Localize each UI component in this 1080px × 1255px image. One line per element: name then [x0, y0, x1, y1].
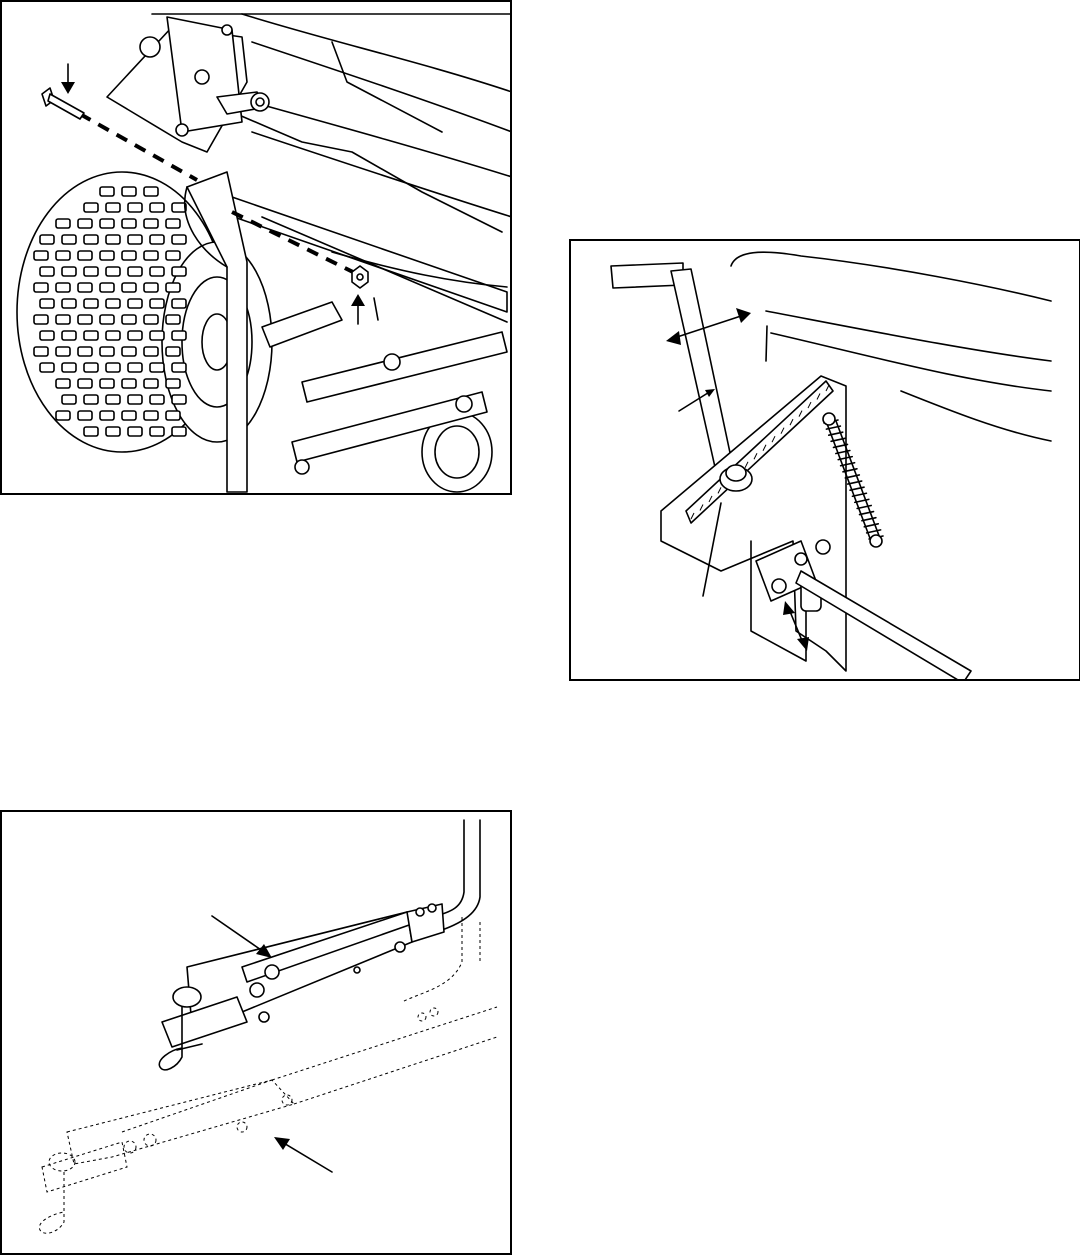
- tread-block: [128, 363, 142, 372]
- tread-block: [100, 187, 114, 196]
- tread-block: [122, 187, 136, 196]
- tread-block: [166, 283, 180, 292]
- tread-block: [106, 235, 120, 244]
- tread-block: [128, 299, 142, 308]
- down-arrow-icon: [61, 64, 75, 94]
- tread-block: [144, 347, 158, 356]
- lower-bracket-arrow-icon: [274, 1137, 332, 1172]
- tread-block: [78, 251, 92, 260]
- tread-block: [122, 219, 136, 228]
- tread-block: [34, 347, 48, 356]
- tread-block: [34, 251, 48, 260]
- tread-block: [150, 331, 164, 340]
- tread-block: [172, 267, 186, 276]
- tread-block: [150, 267, 164, 276]
- tread-block: [150, 299, 164, 308]
- tread-block: [100, 379, 114, 388]
- tread-block: [106, 267, 120, 276]
- tread-block: [144, 283, 158, 292]
- tread-block: [100, 411, 114, 420]
- tread-block: [100, 315, 114, 324]
- tread-block: [172, 235, 186, 244]
- tread-block: [100, 251, 114, 260]
- tread-block: [166, 379, 180, 388]
- tread-block: [128, 331, 142, 340]
- tread-block: [166, 219, 180, 228]
- tread-block: [78, 379, 92, 388]
- tread-block: [100, 347, 114, 356]
- tread-block: [78, 219, 92, 228]
- tread-block: [106, 427, 120, 436]
- tread-block: [62, 363, 76, 372]
- tread-block: [122, 411, 136, 420]
- hitch-bracket-illustration: [2, 812, 512, 1255]
- tread-block: [172, 363, 186, 372]
- tread-block: [144, 219, 158, 228]
- tread-block: [84, 363, 98, 372]
- tread-block: [166, 251, 180, 260]
- tread-block: [84, 299, 98, 308]
- tread-block: [100, 219, 114, 228]
- tread-block: [56, 347, 70, 356]
- tread-block: [106, 299, 120, 308]
- tread-block: [62, 331, 76, 340]
- tread-block: [56, 283, 70, 292]
- tread-block: [84, 331, 98, 340]
- upper-bracket-arrow-icon: [212, 916, 272, 958]
- tread-block: [150, 235, 164, 244]
- tread-block: [84, 203, 98, 212]
- tread-block: [172, 427, 186, 436]
- tread-block: [56, 379, 70, 388]
- tread-block: [62, 299, 76, 308]
- tread-block: [40, 299, 54, 308]
- tread-block: [84, 395, 98, 404]
- figure-hitch-bracket: [0, 810, 512, 1255]
- tread-block: [166, 315, 180, 324]
- tread-block: [40, 267, 54, 276]
- tread-block: [34, 315, 48, 324]
- tread-block: [128, 395, 142, 404]
- tread-block: [100, 283, 114, 292]
- tread-block: [40, 331, 54, 340]
- tread-block: [56, 219, 70, 228]
- tread-block: [122, 251, 136, 260]
- tread-block: [84, 267, 98, 276]
- tread-block: [144, 251, 158, 260]
- figure-axle-bolt: [0, 0, 512, 495]
- tread-block: [128, 203, 142, 212]
- tread-block: [78, 411, 92, 420]
- nut-icon: [352, 266, 368, 288]
- tread-block: [122, 379, 136, 388]
- tread-block: [106, 363, 120, 372]
- tread-block: [144, 379, 158, 388]
- tread-block: [172, 203, 186, 212]
- tread-block: [56, 251, 70, 260]
- tread-block: [84, 427, 98, 436]
- tread-block: [40, 363, 54, 372]
- tread-block: [62, 395, 76, 404]
- tread-block: [122, 347, 136, 356]
- tread-block: [56, 315, 70, 324]
- tread-block: [56, 411, 70, 420]
- tread-block: [122, 283, 136, 292]
- tread-block: [78, 283, 92, 292]
- tread-block: [150, 395, 164, 404]
- tread-block: [150, 427, 164, 436]
- tread-block: [128, 427, 142, 436]
- axle-bolt-illustration: [2, 2, 512, 495]
- tread-block: [62, 267, 76, 276]
- tread-block: [150, 363, 164, 372]
- hitch-bracket-upper: [159, 904, 444, 1070]
- tread-block: [40, 235, 54, 244]
- tread-block: [106, 331, 120, 340]
- tread-block: [144, 411, 158, 420]
- tread-block: [128, 235, 142, 244]
- tread-block: [150, 203, 164, 212]
- tread-block: [106, 395, 120, 404]
- figure-adjustment-lever: [569, 239, 1080, 681]
- tread-block: [144, 187, 158, 196]
- tread-block: [78, 315, 92, 324]
- tread-block: [166, 347, 180, 356]
- tread-block: [172, 395, 186, 404]
- tread-block: [84, 235, 98, 244]
- tread-block: [106, 203, 120, 212]
- adjustment-lever-illustration: [571, 241, 1080, 681]
- up-arrow-icon: [351, 294, 365, 324]
- tread-block: [62, 235, 76, 244]
- tread-block: [166, 411, 180, 420]
- tread-block: [144, 315, 158, 324]
- tread-block: [128, 267, 142, 276]
- tread-block: [172, 331, 186, 340]
- tread-block: [172, 299, 186, 308]
- double-arrow-icon: [666, 308, 751, 345]
- bolt-icon: [42, 88, 84, 119]
- tread-block: [34, 283, 48, 292]
- tread-block: [122, 315, 136, 324]
- tread-block: [78, 347, 92, 356]
